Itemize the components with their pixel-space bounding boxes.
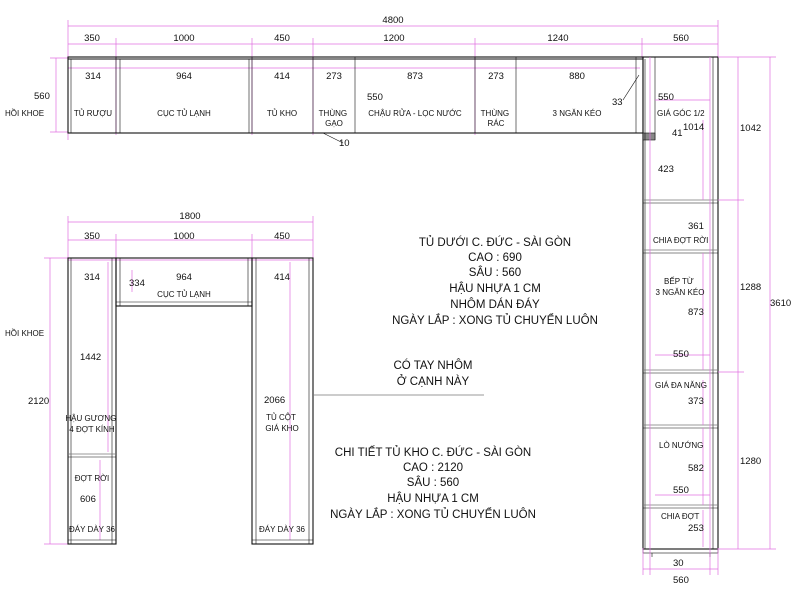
label-dot-roi: ĐỢT RỜI <box>74 474 110 483</box>
label-bep-tu-line2: 3 NGĂN KÉO <box>655 288 705 297</box>
label-chia-dot-roi: CHIA ĐỢT RỜI <box>653 236 709 245</box>
label-tu-cot <box>265 413 298 433</box>
note-tall-cao: CAO : 2120 <box>402 462 464 474</box>
left-height-1442: 1442 <box>80 352 102 363</box>
total-width-4800: 4800 <box>382 15 404 26</box>
note-lower-hau: HẬU NHỰA 1 CM <box>449 283 541 295</box>
tall-hoi-khoe: HỒI KHOE <box>5 329 45 338</box>
height-1042: 1042 <box>740 123 762 134</box>
label-bep-tu <box>656 276 705 297</box>
label-tu-kho: TỦ KHO <box>266 109 298 118</box>
label-tu-ruou: TỦ RƯỢU <box>73 109 113 118</box>
inner-width-5: 873 <box>407 71 423 82</box>
label-hau-guong-line2: 4 ĐỢT KÍNH <box>69 425 115 434</box>
note-lower-nhom: NHÔM DÁN ĐÁY <box>450 299 540 311</box>
corner-1014: 1014 <box>683 122 705 133</box>
tall-sec-width-1: 350 <box>84 231 100 242</box>
notes <box>330 236 598 521</box>
height-1280: 1280 <box>740 456 762 467</box>
note-lower-title: TỦ DƯỚI C. ĐỨC - SÀI GÒN <box>418 237 572 249</box>
total-height-3610: 3610 <box>770 298 792 309</box>
label-bep-tu-line1: BẾP TỪ <box>664 277 694 286</box>
sec-width-5: 1240 <box>547 33 569 44</box>
note-lower-sau: SÂU : 560 <box>468 267 522 279</box>
inner-width-4: 273 <box>326 71 342 82</box>
label-thung-gao-line1: THÙNG <box>318 109 348 118</box>
label-thung-rac <box>481 109 512 128</box>
label-gia-goc: GIÁ GÓC 1/2 <box>657 109 705 118</box>
item-873: 873 <box>688 307 704 318</box>
label-thung-rac-line1: THÙNG <box>480 109 510 118</box>
inner-width-6: 273 <box>488 71 504 82</box>
inner-width-2: 964 <box>176 71 192 82</box>
label-hau-guong <box>65 414 118 434</box>
label-cuc-tu-lanh: CỤC TỦ LẠNH <box>157 109 211 118</box>
item-550-a: 550 <box>673 349 689 360</box>
tall-height-2120: 2120 <box>28 396 50 407</box>
label-gia-da-nang: GIÁ ĐA NĂNG <box>655 381 708 390</box>
sec-width-2: 1000 <box>173 33 195 44</box>
label-tu-cot-line2: GIÁ KHO <box>265 424 299 433</box>
tall-inner-width-1: 314 <box>84 272 100 283</box>
label-chia-dot: CHIA ĐỢT <box>661 512 700 521</box>
tall-sec-width-3: 450 <box>274 231 290 242</box>
corner-depth-550: 550 <box>658 92 674 103</box>
label-tu-cot-line1: TỦ CỘT <box>266 413 296 422</box>
tall-label-cuc-tu-lanh: CỤC TỦ LẠNH <box>157 290 211 299</box>
note-tall-ngay: NGÀY LẮP : XONG TỦ CHUYỂN LUÔN <box>330 509 536 521</box>
item-582: 582 <box>688 463 704 474</box>
height-1288: 1288 <box>740 282 762 293</box>
label-thung-gao <box>319 109 350 128</box>
note-lower-cao: CAO : 690 <box>468 252 522 264</box>
fridge-offset-334: 334 <box>129 278 145 289</box>
inner-width-1: 314 <box>85 71 101 82</box>
label-chau-rua: CHẬU RỬA - LỌC NƯỚC <box>368 109 462 118</box>
note-tall-sau: SÂU : 560 <box>406 477 460 489</box>
note-handle-1: CÓ TAY NHÔM <box>393 360 473 372</box>
gap-30: 30 <box>673 558 684 569</box>
left-height-606: 606 <box>80 494 96 505</box>
label-lo-nuong: LÒ NƯỚNG <box>659 441 704 450</box>
bottom-width-560: 560 <box>673 575 689 586</box>
tall-sec-width-2: 1000 <box>173 231 195 242</box>
label-thung-rac-line2: RÁC <box>487 119 505 128</box>
lower-cabinet-plan <box>5 15 718 149</box>
note-handle-2: Ở CẠNH NÀY <box>396 376 470 388</box>
label-hau-guong-line1: HẬU GƯƠNG <box>65 414 117 423</box>
gap-33: 33 <box>612 97 623 108</box>
corner-423: 423 <box>658 164 674 175</box>
tall-inner-width-2: 964 <box>176 272 192 283</box>
label-thung-gao-line2: GẠO <box>325 119 343 128</box>
sec-width-6: 560 <box>673 33 689 44</box>
note-tall-hau: HẬU NHỰA 1 CM <box>387 493 479 505</box>
label-3-ngan-keo: 3 NGĂN KÉO <box>552 109 602 118</box>
sink-depth-550: 550 <box>367 92 383 103</box>
inner-width-3: 414 <box>274 71 290 82</box>
tall-inner-width-3: 414 <box>274 272 290 283</box>
depth-560: 560 <box>34 91 50 102</box>
right-foot-label: ĐÁY DÀY 36 <box>259 525 305 534</box>
corner-41: 41 <box>672 128 683 139</box>
item-550-b: 550 <box>673 485 689 496</box>
right-column-elevation <box>643 57 791 586</box>
right-height-2066: 2066 <box>264 395 286 406</box>
inner-width-7: 880 <box>569 71 585 82</box>
sec-width-4: 1200 <box>383 33 405 44</box>
item-361: 361 <box>688 221 704 232</box>
tall-total-width: 1800 <box>179 211 201 222</box>
gap-10: 10 <box>339 138 350 149</box>
note-tall-title: CHI TIẾT TỦ KHO C. ĐỨC - SÀI GÒN <box>334 447 532 459</box>
item-253: 253 <box>688 523 704 534</box>
item-373: 373 <box>688 396 704 407</box>
left-foot-label: ĐÁY DÀY 36 <box>69 525 115 534</box>
sec-width-3: 450 <box>274 33 290 44</box>
note-lower-ngay: NGÀY LẮP : XONG TỦ CHUYỂN LUÔN <box>392 315 598 327</box>
hoi-khoe-label: HỒI KHOE <box>5 109 45 118</box>
sec-width-1: 350 <box>84 33 100 44</box>
